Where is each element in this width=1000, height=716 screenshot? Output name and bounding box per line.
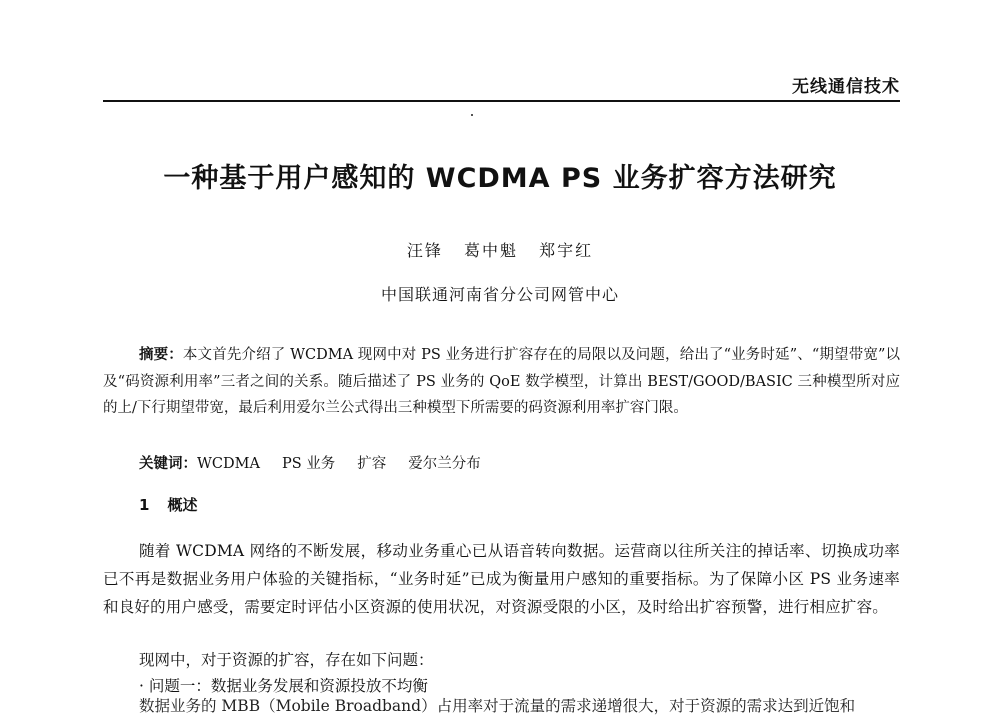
paper-title: 一种基于用户感知的 WCDMA PS 业务扩容方法研究	[163, 163, 837, 194]
section-number: 1	[139, 496, 150, 514]
paper-affiliation: 中国联通河南省分公司网管中心	[380, 285, 619, 304]
section-title: 概述	[167, 496, 198, 514]
abstract-text: 本文首先介绍了 WCDMA 现网中对 PS 业务进行扩容存在的局限以及问题，给出了“业务时延”、“期望带宽”以及“码资源利用率”三者之间的关系。随后描述了 PS 业务的 QoE 数学模型，计算出 BEST/GOOD/BASIC 三种模型所对应的上/下行期望带宽，最后利用爱尔兰公式得出三种模型下所需要的码资源利用率扩容门限。	[103, 347, 901, 416]
keyword: PS 业务	[281, 456, 336, 472]
keyword: 爱尔兰分布	[408, 456, 481, 472]
bullet-item: · 问题一：数据业务发展和资源投放不均衡	[139, 677, 428, 695]
journal-section-label: 无线通信技术	[792, 77, 900, 97]
keyword: WCDMA	[197, 456, 260, 472]
cut-off-line: 数据业务的 MBB（Mobile Broadband）占用率对于流量的需求递增很大，对于资源的需求达到近饱和	[139, 697, 856, 715]
body-paragraph: 随着 WCDMA 网络的不断发展，移动业务重心已从语音转向数据。运营商以往所关注的掉话率、切换成功率已不再是数据业务用户体验的关键指标，“业务时延”已成为衡量用户感知的重要指标。为了保障小区 PS 业务速率和良好的用户感受，需要定时评估小区资源的使用状况，对资源受限的小区，及时给出扩容预警，进行相应扩容。	[103, 542, 900, 616]
keywords-label: 关键词：	[139, 456, 197, 472]
body-line: 现网中，对于资源的扩容，存在如下问题：	[139, 651, 434, 669]
section-heading	[139, 494, 197, 515]
header-rule	[103, 100, 900, 102]
abstract-paragraph	[103, 342, 900, 422]
keywords-line	[139, 452, 503, 473]
abstract-label: 摘要：	[139, 347, 183, 363]
paper-authors: 汪锋 葛中魁 郑宇红	[406, 241, 594, 260]
keyword: 扩容	[357, 456, 387, 472]
header-mark	[471, 114, 473, 116]
